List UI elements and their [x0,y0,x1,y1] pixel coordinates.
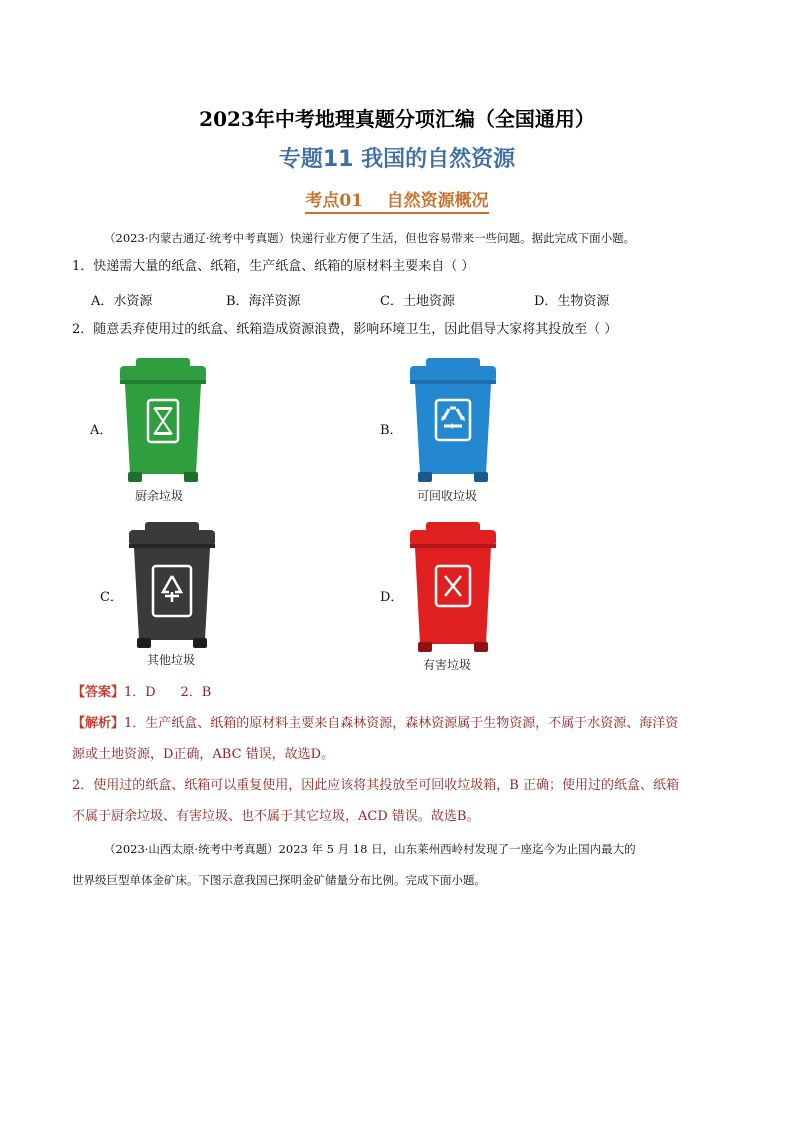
analysis-line-4: 不属于厨余垃圾、有害垃圾、也不属于其它垃圾，ACD 错误。故选B。 [72,809,480,824]
analysis-line-2: 源或土地资源，D正确，ABC 错误，故选D。 [72,747,335,762]
section-heading-text: 考点01 自然资源概况 [305,191,488,214]
q2-option-c-letter: C． [100,590,123,605]
q1-option-d: D．生物资源 [534,294,610,309]
green-bin-icon [116,356,210,484]
page-title: 2023年中考地理真题分项汇编（全国通用） [199,107,595,131]
intro-paragraph-2-line-2: 世界级巨型单体金矿床。下图示意我国已探明金矿储量分布比例。完成下面小题。 [72,873,486,887]
question-2-stem: 2．随意丢弃使用过的纸盒、纸箱造成资源浪费，影响环境卫生，因此倡导大家将其投放至（ ） [72,322,618,337]
blue-bin-icon [406,356,500,484]
section-heading [0,186,794,211]
q1-option-c: C．土地资源 [380,294,455,309]
q2-option-a-letter: A． [90,423,113,438]
analysis-text-1: 1．生产纸盒、纸箱的原材料主要来自森林资源，森林资源属于生物资源，不属于水资源、海洋资 [124,716,679,731]
bin-caption-recyclable: 可回收垃圾 [417,489,478,503]
intro-paragraph-1: （2023·内蒙古通辽·统考中考真题）快递行业方便了生活，但也容易带来一些问题。据此完成下面小题。 [104,231,636,245]
bin-caption-kitchen: 厨余垃圾 [135,489,184,503]
bin-caption-other: 其他垃圾 [147,653,196,667]
answer-text: 1．D 2．B [124,685,212,700]
question-1-stem: 1．快递需大量的纸盒、纸箱，生产纸盒、纸箱的原材料主要来自（ ） [72,259,475,274]
q1-option-a: A．水资源 [91,294,153,309]
analysis-line-3: 2．使用过的纸盒、纸箱可以重复使用，因此应该将其投放至可回收垃圾箱，B 正确；使用过的纸盒、纸箱 [72,778,679,793]
red-bin-icon [406,520,500,654]
q2-option-b-letter: B． [380,423,403,438]
answer-line [72,683,211,703]
topic-subtitle: 专题11 我国的自然资源 [278,147,516,172]
analysis-tag: 【解析】 [72,716,125,731]
answer-tag: 【答案】 [72,685,125,700]
q1-option-b: B．海洋资源 [226,294,301,309]
bin-caption-hazardous: 有害垃圾 [423,658,472,672]
intro-paragraph-2-line-1: （2023·山西太原·统考中考真题）2023 年 5 月 18 日，山东莱州西岭村发现了一座迄今为止国内最大的 [104,842,636,856]
q2-option-d-letter: D． [380,590,404,605]
dark-bin-icon [125,520,219,650]
analysis-line-1 [72,714,678,734]
